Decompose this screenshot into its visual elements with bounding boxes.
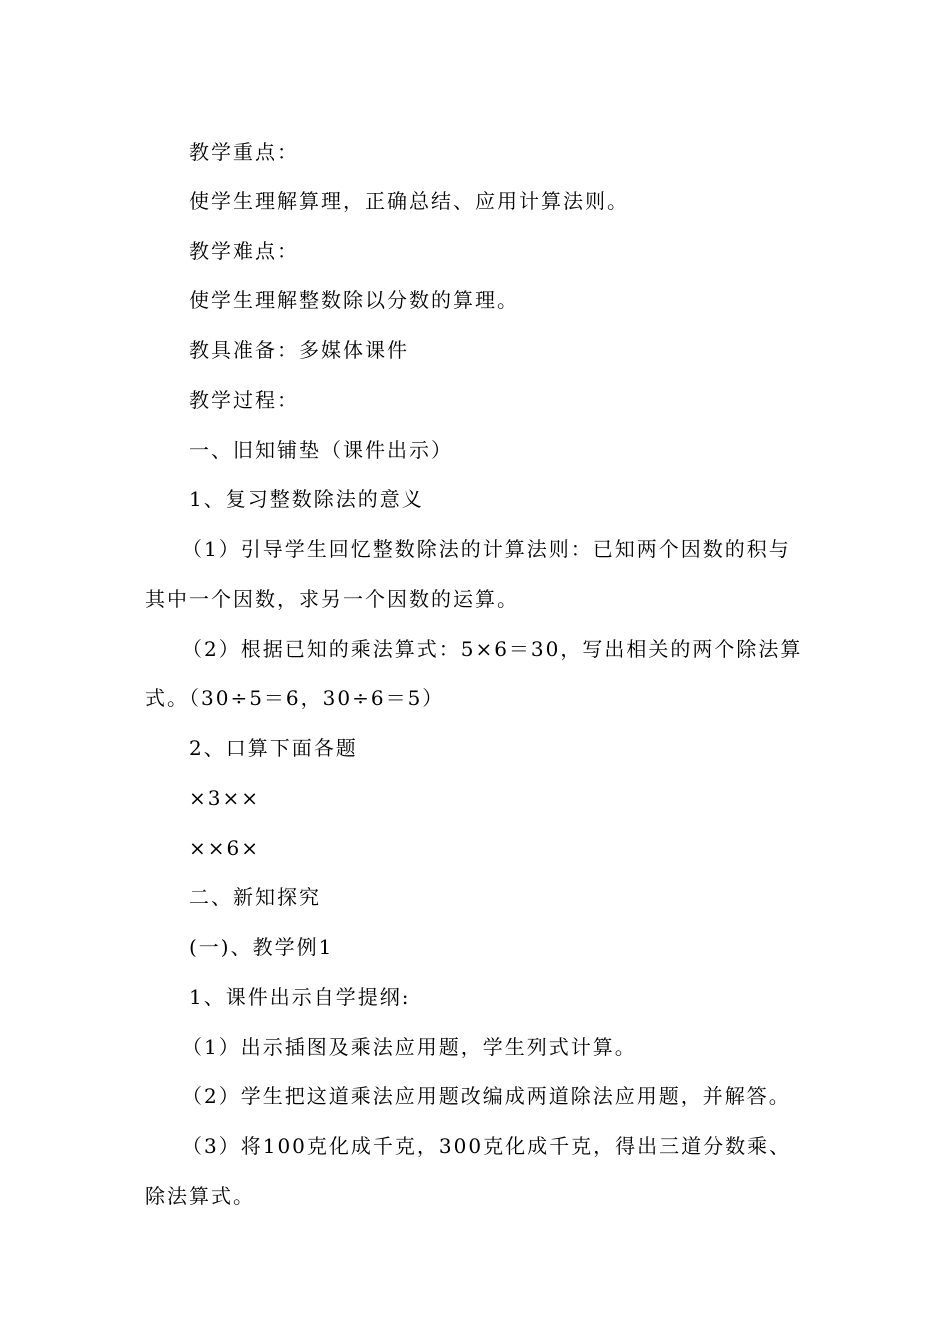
paragraph: （2）学生把这道乘法应用题改编成两道除法应用题，并解答。 [182, 1084, 791, 1108]
subsection-heading: (一)、教学例1 [189, 935, 334, 959]
paragraph-continuation: 式。（30÷5＝6，30÷6＝5） [145, 686, 445, 710]
paragraph-continuation: 除法算式。 [145, 1184, 255, 1208]
exercise-line: ×3×× [189, 786, 260, 810]
section-heading: 一、旧知铺垫（课件出示） [189, 438, 453, 462]
paragraph-teaching-aids: 教具准备：多媒体课件 [189, 338, 409, 362]
heading-teaching-difficulty: 教学难点： [189, 239, 299, 263]
list-item: 2、口算下面各题 [189, 736, 358, 760]
heading-teaching-focus: 教学重点： [189, 140, 299, 164]
paragraph: 使学生理解整数除以分数的算理。 [189, 288, 519, 312]
paragraph: （1）出示插图及乘法应用题，学生列式计算。 [182, 1035, 637, 1059]
list-item: 1、复习整数除法的意义 [189, 487, 424, 511]
section-heading: 二、新知探究 [189, 885, 321, 909]
heading-teaching-process: 教学过程： [189, 388, 299, 412]
paragraph: （1）引导学生回忆整数除法的计算法则：已知两个因数的积与 [182, 537, 791, 561]
list-item: 1、课件出示自学提纲: [189, 985, 411, 1009]
paragraph: （3）将100克化成千克，300克化成千克，得出三道分数乘、 [182, 1134, 792, 1158]
paragraph: 使学生理解算理，正确总结、应用计算法则。 [189, 189, 629, 213]
paragraph: （2）根据已知的乘法算式：5×6＝30，写出相关的两个除法算 [182, 637, 803, 661]
exercise-line: ××6× [189, 836, 260, 860]
paragraph-continuation: 其中一个因数，求另一个因数的运算。 [145, 587, 519, 611]
